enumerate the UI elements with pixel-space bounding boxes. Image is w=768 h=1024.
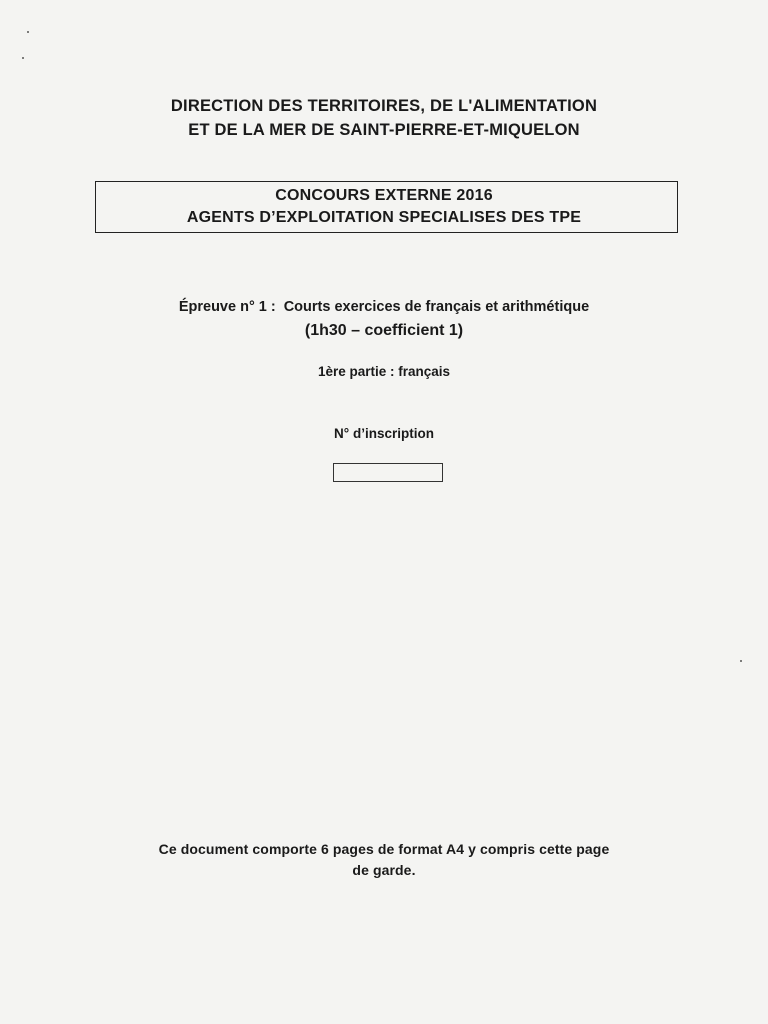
- exam-duration: (1h30 – coefficient 1): [304, 322, 464, 339]
- exam-heading: [0, 297, 768, 317]
- registration-number-field[interactable]: [333, 463, 443, 482]
- organization-line-1: DIRECTION DES TERRITOIRES, DE L'ALIMENTATION: [170, 97, 598, 115]
- scan-speck: [740, 660, 742, 662]
- scan-speck: [27, 31, 29, 33]
- exam-title: Courts exercices de français et arithmétique: [283, 299, 590, 315]
- page-count-note-line-2: de garde.: [352, 862, 416, 878]
- organization-line-2: ET DE LA MER DE SAINT-PIERRE-ET-MIQUELON: [188, 121, 580, 139]
- contest-line-1: CONCOURS EXTERNE 2016: [275, 187, 493, 204]
- exam-label: Épreuve n° 1 :: [178, 299, 276, 315]
- registration-label: N° d’inscription: [334, 426, 434, 441]
- contest-title: [0, 185, 768, 229]
- organization-heading: [0, 94, 768, 142]
- contest-line-2: AGENTS D’EXPLOITATION SPECIALISES DES TPE: [186, 209, 582, 226]
- scan-speck: [22, 57, 24, 59]
- page-count-note-line-1: Ce document comporte 6 pages de format A4 y compris cette page: [158, 841, 610, 857]
- page-count-note: [0, 839, 768, 881]
- exam-part: 1ère partie : français: [317, 364, 451, 379]
